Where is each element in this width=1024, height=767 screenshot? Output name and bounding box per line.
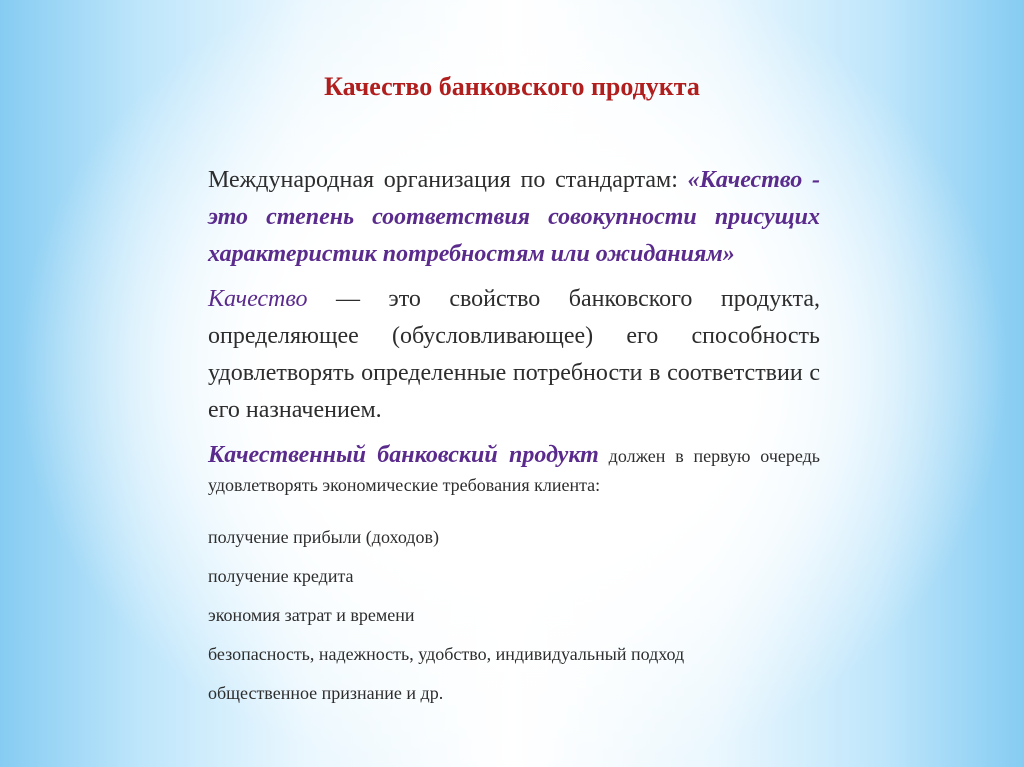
iso-intro: Международная организация по стандартам:: [208, 167, 678, 193]
iso-definition-paragraph: [208, 162, 820, 273]
quality-product-text: должен в первую очередь удовлетворять экономические требования клиента:: [208, 446, 820, 495]
quality-term: Качество: [208, 286, 308, 312]
slide-title: Качество банковского продукта: [324, 72, 700, 101]
quality-product-paragraph: [208, 441, 820, 500]
iso-quote: «Качество - это степень соответствия совокупности присущих характеристик потребностям или ожиданиям»: [208, 167, 821, 267]
list-item: получение прибыли (доходов): [208, 527, 439, 547]
requirements-list: [208, 518, 820, 713]
list-item: безопасность, надежность, удобство, индивидуальный подход: [208, 644, 685, 664]
quality-definition-text: — это свойство банковского продукта, определяющее (обусловливающее) его способность удовлетворять определенные потребности в соответствии с его назначением.: [208, 286, 820, 423]
quality-product-term: Качественный банковский продукт: [208, 442, 599, 468]
quality-definition-paragraph: [208, 281, 820, 429]
list-item: общественное признание и др.: [208, 683, 444, 703]
list-item: экономия затрат и времени: [208, 605, 415, 625]
list-item: получение кредита: [208, 566, 354, 586]
slide-content: [208, 162, 820, 713]
